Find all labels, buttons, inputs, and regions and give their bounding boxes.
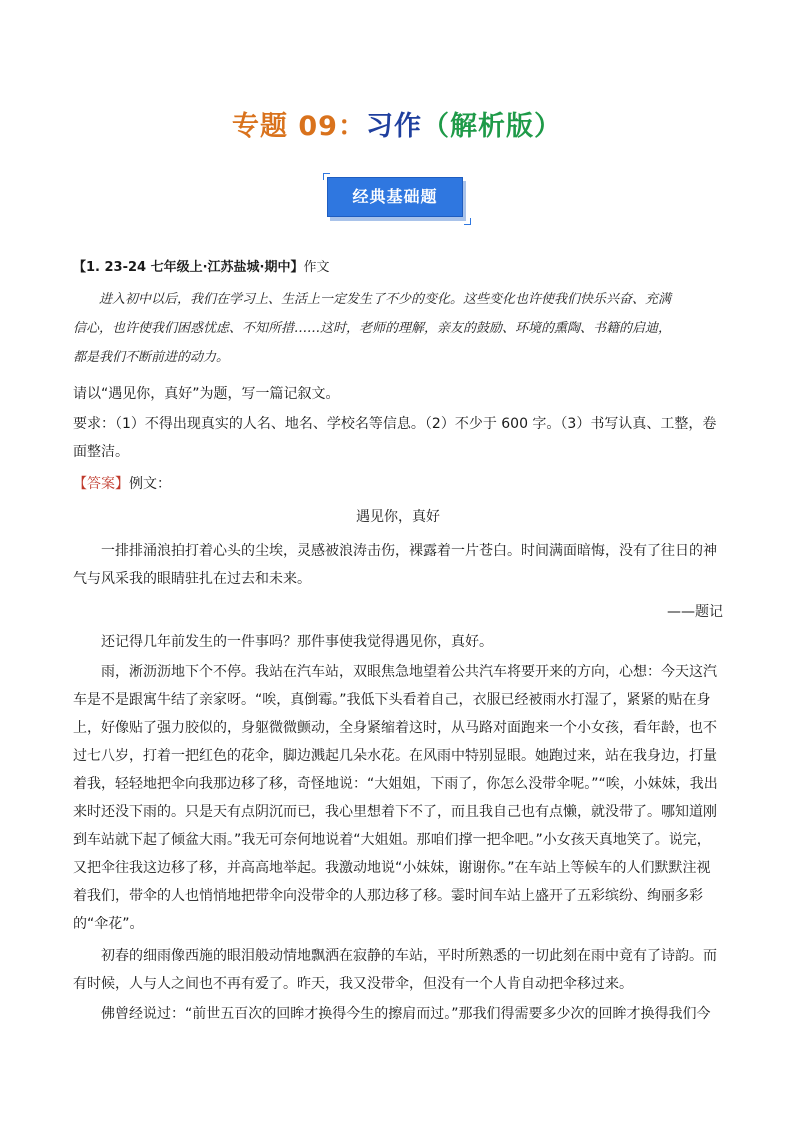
answer-header <box>73 472 723 496</box>
prompt-line-1: 进入初中以后，我们在学习上、生活上一定发生了不少的变化。这些变化也许使我们快乐兴奋、充满 <box>99 292 672 307</box>
badge-corner-decoration <box>323 173 330 180</box>
essay-title: 遇见你，真好 <box>356 509 440 525</box>
task-text: 请以“遇见你，真好”为题，写一篇记叙文。 <box>73 386 340 402</box>
essay-paragraph: 还记得几年前发生的一件事吗？那件事使我觉得遇见你，真好。 <box>101 634 493 650</box>
essay-paragraph: 初春的细雨像西施的眼泪般动情地飘洒在寂静的车站，平时所熟悉的一切此刻在雨中竟有了诗韵。而有时候，人与人之间也不再有爱了。昨天，我又没带伞，但没有一个人肯自动把伞移过来。 <box>73 948 717 992</box>
question-source <box>73 256 330 275</box>
epigraph-signature: ——题记 <box>667 604 723 620</box>
essay-paragraph: 佛曾经说过：“前世五百次的回眸才换得今生的擦肩而过。”那我们得需要多少次的回眸才换得我们今 <box>101 1006 711 1022</box>
source-bracket: 【1. 23-24 七年级上·江苏盐城·期中】 <box>73 260 304 275</box>
title-edition: （解析版） <box>421 111 562 142</box>
answer-label-suffix: 例文： <box>129 476 171 492</box>
answer-label: 【答案】 <box>73 476 129 492</box>
title-subject: 习作 <box>365 111 422 142</box>
section-badge <box>327 177 467 221</box>
badge-label: 经典基础题 <box>327 177 463 217</box>
source-label: 作文 <box>303 260 330 275</box>
page-title <box>0 104 794 143</box>
badge-corner-decoration <box>464 218 471 225</box>
essay-epigraph: 一排排涌浪拍打着心头的尘埃，灵感被浪涛击伤，裸露着一片苍白。时间满面暗悔，没有了往日的神气与风采我的眼睛驻扎在过去和未来。 <box>73 543 717 587</box>
prompt-line-2: 信心，也许使我们困惑忧虑、不知所措……这时，老师的理解，亲友的鼓励、环境的熏陶、书籍的启迪， <box>73 321 672 336</box>
essay-paragraph: 雨，淅沥沥地下个不停。我站在汽车站，双眼焦急地望着公共汽车将要开来的方向，心想：今天这汽车是不是跟寓牛结了亲家呀。“唉，真倒霉。”我低下头看着自己，衣服已经被雨水打湿了，紧紧的贴在身上，好像贴了强力胶似的，身躯微微颤动，全身紧缩着这时，从马路对面跑来一个小女孩，看年龄，也不过七八岁，打着一把红色的花伞，脚边溅起几朵水花。在风雨中特别显眼。她跑过来，站在我身边，打量着我，轻轻地把伞向我那边移了移，奇怪地说：“大姐姐，下雨了，你怎么没带伞呢。”“唉，小妹妹，我出来时还没下雨的。只是天有点阴沉而已，我心里想着下不了，而且我自己也有点懒，就没带了。哪知道刚到车站就下起了倾盆大雨。”我无可奈何地说着“大姐姐。那咱们撑一把伞吧。”小女孩天真地笑了。说完，又把伞往我这边移了移，并高高地举起。我激动地说“小妹妹，谢谢你。”在车站上等候车的人们默默注视着我们，带伞的人也悄悄地把带伞向没带伞的人那边移了移。霎时间车站上盛开了五彩缤纷、绚丽多彩的“伞花”。 <box>73 664 718 932</box>
title-topic: 专题 09： <box>232 111 366 142</box>
requirements-text: 要求：（1）不得出现真实的人名、地名、学校名等信息。（2）不少于 600 字。（3）书写认真、工整，卷面整洁。 <box>73 416 717 460</box>
prompt-line-3: 都是我们不断前进的动力。 <box>73 350 230 365</box>
